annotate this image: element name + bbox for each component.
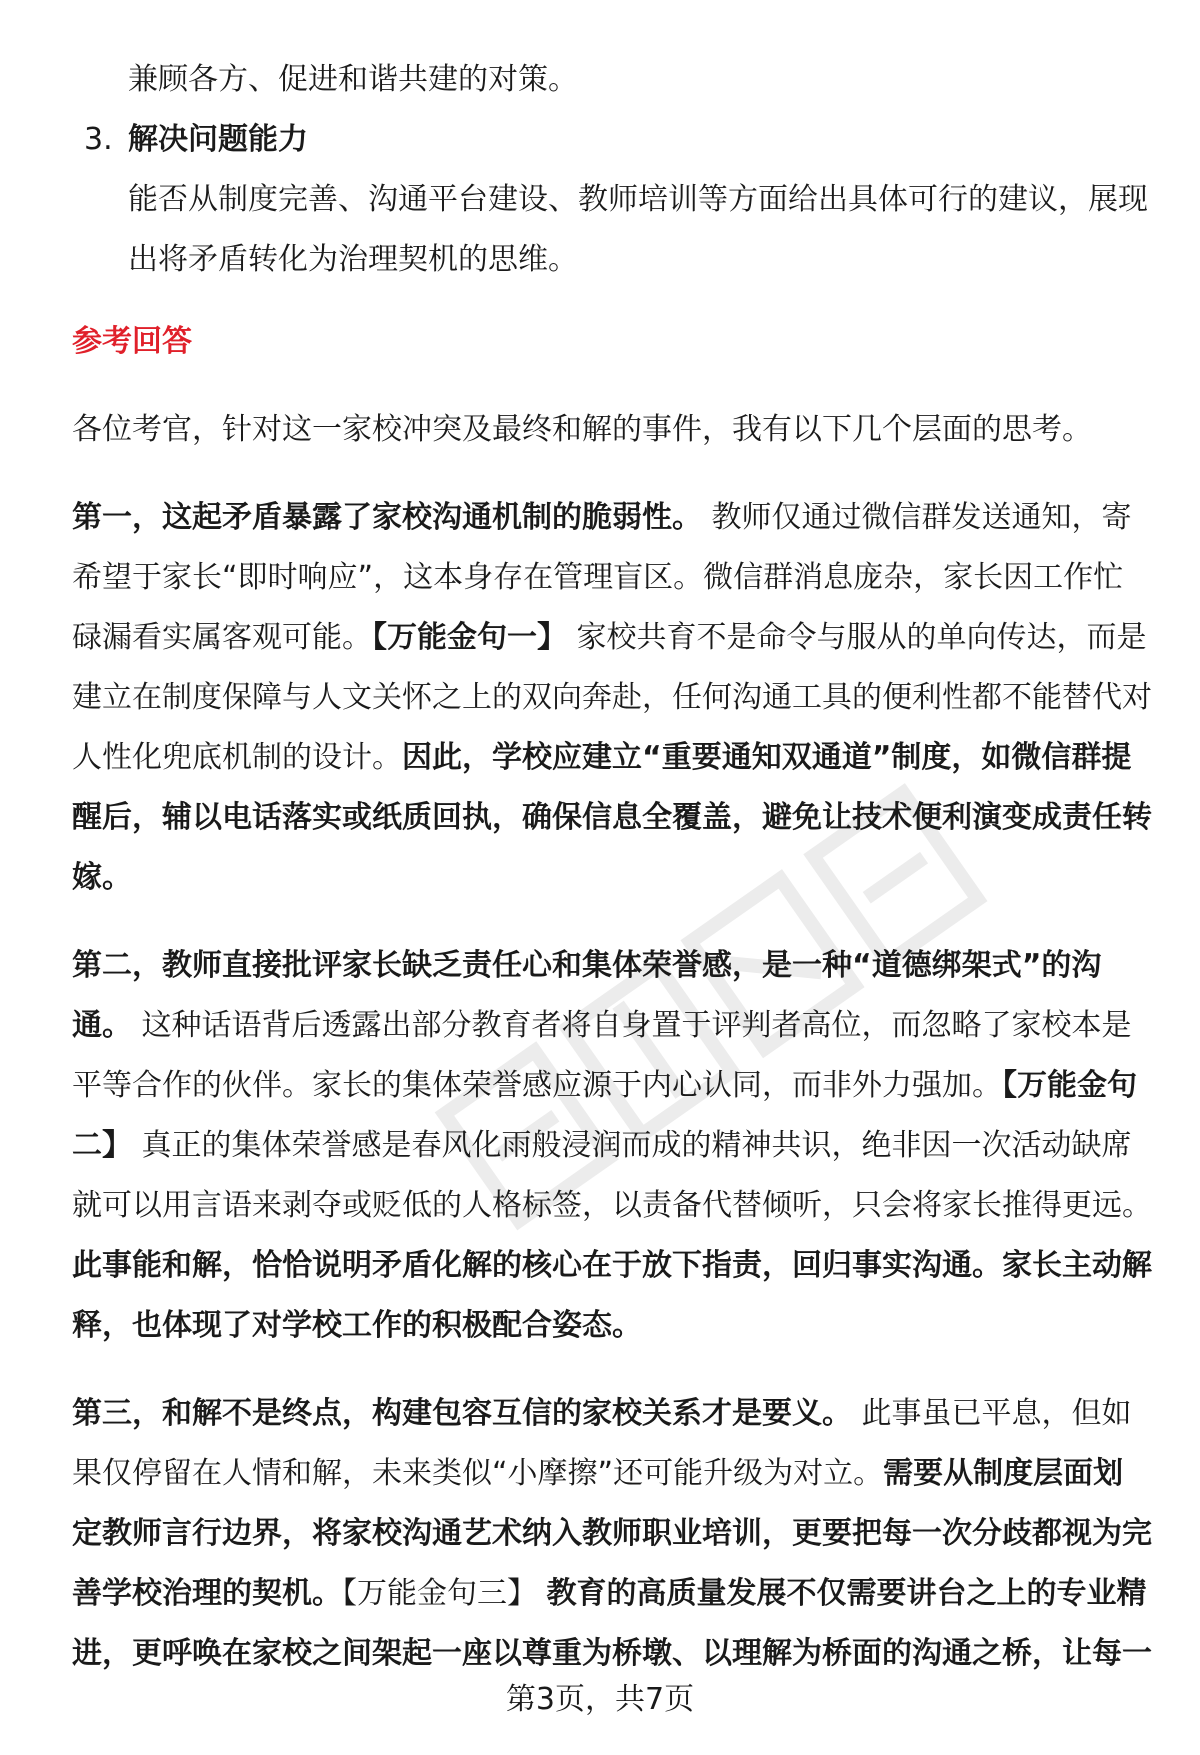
document-content <box>72 50 1152 1684</box>
paragraph-1-text-2: 家校共育不是命令与服从的单向传达，而是建立在制度保障与人文关怀之上的双向奔赴，任何沟通工具的便利性都不能替代对人性化兜底机制的设计。 <box>72 620 1152 775</box>
paragraph-1-lead: 第一，这起矛盾暴露了家校沟通机制的脆弱性。 <box>72 500 702 535</box>
paragraph-1 <box>72 488 1152 908</box>
paragraph-2-text-1: 这种话语背后透露出部分教育者将自身置于评判者高位，而忽略了家校本是平等合作的伙伴。家长的集体荣誉感应源于内心认同，而非外力强加。 <box>72 1008 1132 1103</box>
intro-paragraph: 各位考官，针对这一家校冲突及最终和解的事件，我有以下几个层面的思考。 <box>72 412 1092 447</box>
paragraph-3-bold-mid: 需要从制度层面划定教师言行边界，将家校沟通艺术纳入教师职业培训，更要把每一次分歧都视为完善学校治理的契机。 <box>72 1456 1152 1611</box>
criterion-3-title <box>72 110 1152 170</box>
paragraph-2-tag: 【万能金句二】 <box>72 1068 1137 1163</box>
paragraph-3-bold-end: 教育的高质量发展不仅需要讲台之上的专业精进，更呼唤在家校之间架起一座以尊重为桥墩、以理解为桥面的沟通之桥，让每一 <box>72 1576 1152 1671</box>
reference-answer-heading: 参考回答 <box>72 324 192 359</box>
paragraph-2-lead: 第二，教师直接批评家长缺乏责任心和集体荣誉感，是一种“道德绑架式”的沟通。 <box>72 948 1102 1043</box>
paragraph-3-text-1: 此事虽已平息，但如果仅停留在人情和解，未来类似“小摩擦”还可能升级为对立。 <box>72 1396 1132 1491</box>
paragraph-2 <box>72 936 1152 1356</box>
paragraph-1-bold-end: 因此，学校应建立“重要通知双通道”制度，如微信群提醒后，辅以电话落实或纸质回执，确保信息全覆盖，避免让技术便利演变成责任转嫁。 <box>72 740 1152 895</box>
paragraph-3 <box>72 1384 1152 1684</box>
paragraph-1-text-1: 教师仅通过微信群发送通知，寄希望于家长“即时响应”，这本身存在管理盲区。微信群消息庞杂，家长因工作忙碌漏看实属客观可能。 <box>72 500 1132 655</box>
continuation-line: 兼顾各方、促进和谐共建的对策。 <box>128 62 578 97</box>
paragraph-1-tag: 【万能金句一】 <box>372 620 567 655</box>
paragraph-2-bold-end: 此事能和解，恰恰说明矛盾化解的核心在于放下指责，回归事实沟通。家长主动解释，也体现了对学校工作的积极配合姿态。 <box>72 1248 1152 1343</box>
criterion-3-body: 能否从制度完善、沟通平台建设、教师培训等方面给出具体可行的建议，展现出将矛盾转化为治理契机的思维。 <box>128 182 1148 277</box>
criterion-3-title-text: 解决问题能力 <box>128 122 308 157</box>
page-number-footer: 第3页，共7页 <box>505 1682 695 1717</box>
criterion-3-number: 3. <box>84 122 113 157</box>
paragraph-3-lead: 第三，和解不是终点，构建包容互信的家校关系才是要义。 <box>72 1396 852 1431</box>
paragraph-2-text-2: 真正的集体荣誉感是春风化雨般浸润而成的精神共识，绝非因一次活动缺席就可以用言语来剥夺或贬低的人格标签，以责备代替倾听，只会将家长推得更远。 <box>72 1128 1152 1223</box>
paragraph-3-tag: 【万能金句三】 <box>342 1576 537 1611</box>
